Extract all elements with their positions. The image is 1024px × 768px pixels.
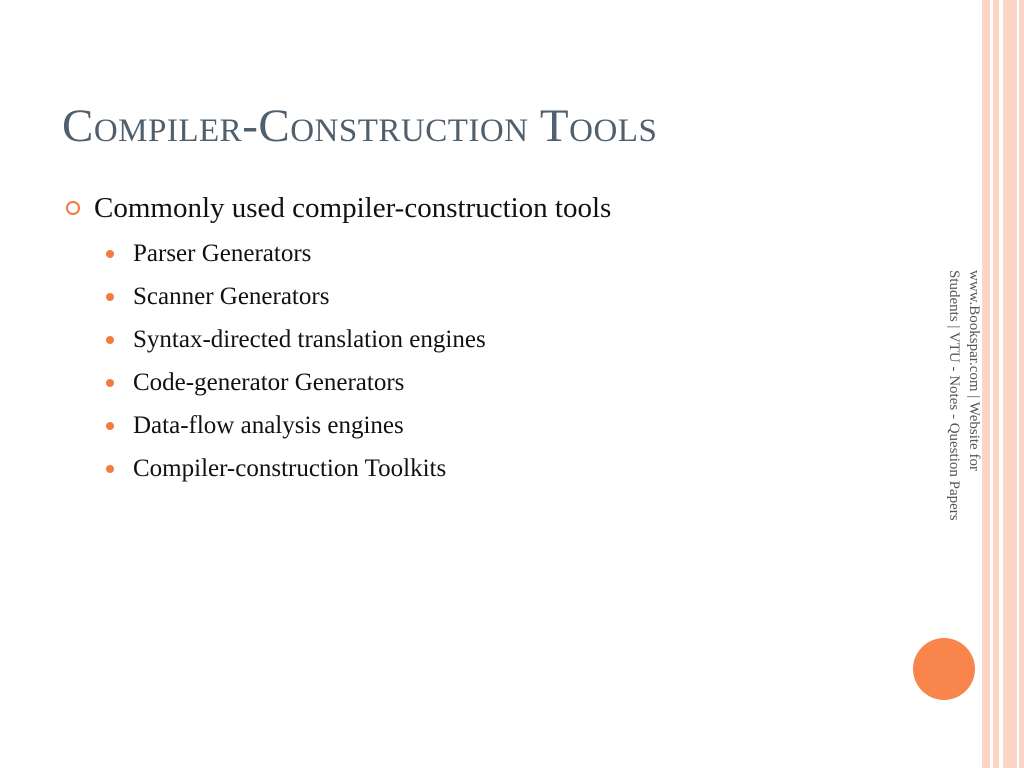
dot-bullet-icon <box>106 422 114 430</box>
list-item-text: Data-flow analysis engines <box>133 411 404 439</box>
dot-bullet-icon <box>106 250 114 258</box>
slide-content <box>64 188 904 490</box>
dot-bullet-icon <box>106 465 114 473</box>
list-item <box>106 275 904 318</box>
list-item-text: Parser Generators <box>133 239 312 267</box>
main-bullet-text: Commonly used compiler-construction tools <box>94 191 612 224</box>
dot-bullet-icon <box>106 336 114 344</box>
list-item <box>106 232 904 275</box>
list-item <box>106 318 904 361</box>
list-item-text: Compiler-construction Toolkits <box>133 454 447 482</box>
main-bullet <box>64 188 904 228</box>
vertical-footer-text <box>940 270 984 610</box>
ring-bullet-icon <box>66 201 80 215</box>
decorative-stripe <box>1003 0 1017 768</box>
vertical-footer-line-2: Students | VTU - Notes - Question Papers <box>946 270 962 521</box>
list-item <box>106 361 904 404</box>
list-item <box>106 447 904 490</box>
slide-title: Compiler-Construction Tools <box>62 100 658 152</box>
list-item-text: Code-generator Generators <box>133 368 405 396</box>
list-item-text: Syntax-directed translation engines <box>133 325 486 353</box>
decorative-circle <box>913 638 975 700</box>
decorative-stripe <box>1019 0 1024 768</box>
dot-bullet-icon <box>106 293 114 301</box>
sub-bullet-list <box>64 232 904 490</box>
dot-bullet-icon <box>106 379 114 387</box>
vertical-footer-line-1: www.Bookspar.com | Website for <box>966 270 982 471</box>
list-item <box>106 404 904 447</box>
list-item-text: Scanner Generators <box>133 282 330 310</box>
